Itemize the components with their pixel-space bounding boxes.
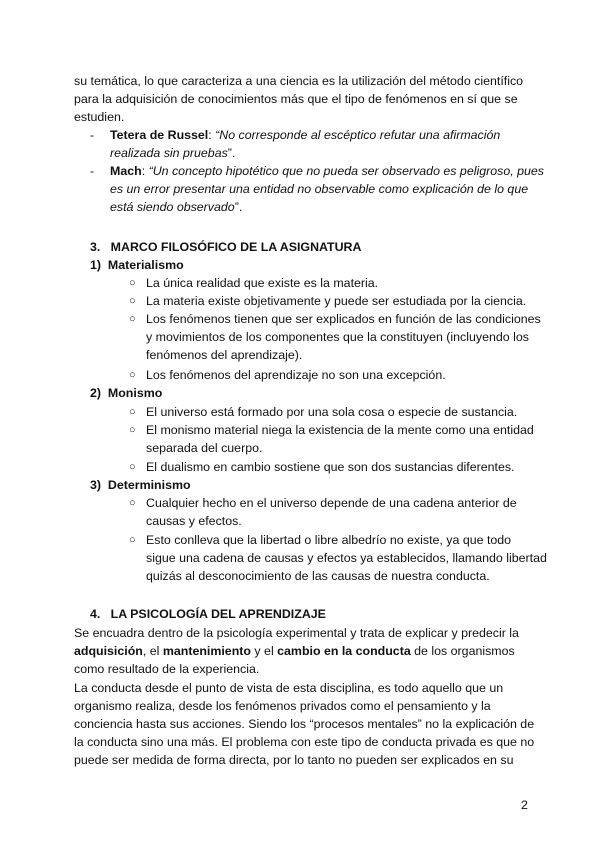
circle-bullet-icon: ○	[129, 534, 136, 546]
circle-bullet-icon: ○	[129, 277, 136, 289]
paragraph-line: conciencia hasta sus acciones. Siendo los “procesos mentales” no la explicación de	[74, 717, 535, 731]
section-4-heading: 4. LA PSICOLOGÍA DEL APRENDIZAJE	[90, 607, 326, 621]
bullet-text: Los fenómenos tienen que ser explicados en función de las condiciones	[146, 312, 541, 326]
bullet-text: Esto conlleva que la libertad o libre albedrío no existe, ya que todo	[146, 533, 512, 547]
paragraph-line: La conducta desde el punto de vista de esta disciplina, es todo aquello que un	[74, 681, 504, 695]
circle-bullet-icon: ○	[129, 424, 136, 436]
intro-line: estudien.	[74, 110, 125, 124]
dash-item-quote: “Un concepto hipotético que no pueda ser observado es peligroso, pues	[148, 164, 544, 178]
intro-line: su temática, lo que caracteriza a una ciencia es la utilización del método científico	[74, 74, 524, 88]
bullet-text-cont: quizás al desconocimiento de las causas de nuestra conducta.	[146, 569, 490, 583]
subsection-monismo: 2) Monismo	[90, 386, 163, 400]
dash-item-name: Tetera de Russel	[110, 128, 209, 142]
bullet-text-cont: separada del cuerpo.	[146, 441, 263, 455]
circle-bullet-icon: ○	[129, 369, 136, 381]
bullet-text-cont: y movimientos de los componentes que la constituyen (incluyendo los	[146, 330, 529, 344]
dash-item-quote: “No corresponde al escéptico refutar una afirmación	[215, 128, 501, 142]
section-3-heading: 3. MARCO FILOSÓFICO DE LA ASIGNATURA	[90, 240, 362, 254]
subsection-materialismo: 1) Materialismo	[90, 258, 184, 272]
circle-bullet-icon: ○	[129, 461, 136, 473]
dash-item-name: Mach	[110, 164, 142, 178]
paragraph-line: como resultado de la experiencia.	[74, 662, 260, 676]
bullet-text: Los fenómenos del aprendizaje no son una excepción.	[146, 368, 446, 382]
paragraph-line: la conducta sino una más. El problema con este tipo de conducta privada es que no	[74, 735, 535, 749]
bullet-text: La única realidad que existe es la materia.	[146, 276, 379, 290]
bullet-text-cont: causas y efectos.	[146, 514, 242, 528]
bullet-text: El universo está formado por una sola cosa o especie de sustancia.	[146, 405, 518, 419]
bullet-text-cont: sigue una cadena de causas y efectos ya establecidos, llamando libertad	[146, 551, 547, 565]
paragraph-line-mixed: adquisición, el mantenimiento y el cambio en la conducta de los organismos	[74, 644, 515, 658]
dash-marker: -	[90, 164, 95, 178]
bullet-text-cont: fenómenos del aprendizaje).	[146, 348, 303, 362]
dash-marker: -	[90, 128, 95, 142]
subsection-determinismo: 3) Determinismo	[90, 478, 191, 492]
paragraph-line: Se encuadra dentro de la psicología experimental y trata de explicar y predecir la	[74, 626, 519, 640]
circle-bullet-icon: ○	[129, 295, 136, 307]
dash-item-mach-cont: es un error presentar una entidad no observable como explicación de lo que	[110, 182, 529, 196]
intro-line: para la adquisición de conocimientos más que el tipo de fenómenos en sí que se	[74, 92, 518, 106]
circle-bullet-icon: ○	[129, 406, 136, 418]
bullet-text: Cualquier hecho en el universo depende de una cadena anterior de	[146, 496, 517, 510]
paragraph-line: puede ser medida de forma directa, por lo tanto no pueden ser explicados en su	[74, 753, 514, 767]
dash-item-russel-cont: realizada sin pruebas”.	[110, 146, 236, 160]
bullet-text: El monismo material niega la existencia de la mente como una entidad	[146, 423, 534, 437]
dash-item-mach-cont: está siendo observado”.	[110, 200, 243, 214]
dash-item-mach: Mach: “Un concepto hipotético que no pueda ser observado es peligroso, pues	[110, 164, 544, 178]
circle-bullet-icon: ○	[129, 497, 136, 509]
bullet-text: La materia existe objetivamente y puede ser estudiada por la ciencia.	[146, 294, 527, 308]
paragraph-line: organismo realiza, desde los fenómenos privados como el pensamiento y la	[74, 699, 491, 713]
circle-bullet-icon: ○	[129, 313, 136, 325]
page-number: 2	[521, 798, 528, 812]
bullet-text: El dualismo en cambio sostiene que son dos sustancias diferentes.	[146, 460, 515, 474]
dash-item-russel: Tetera de Russel: “No corresponde al escéptico refutar una afirmación	[110, 128, 501, 142]
